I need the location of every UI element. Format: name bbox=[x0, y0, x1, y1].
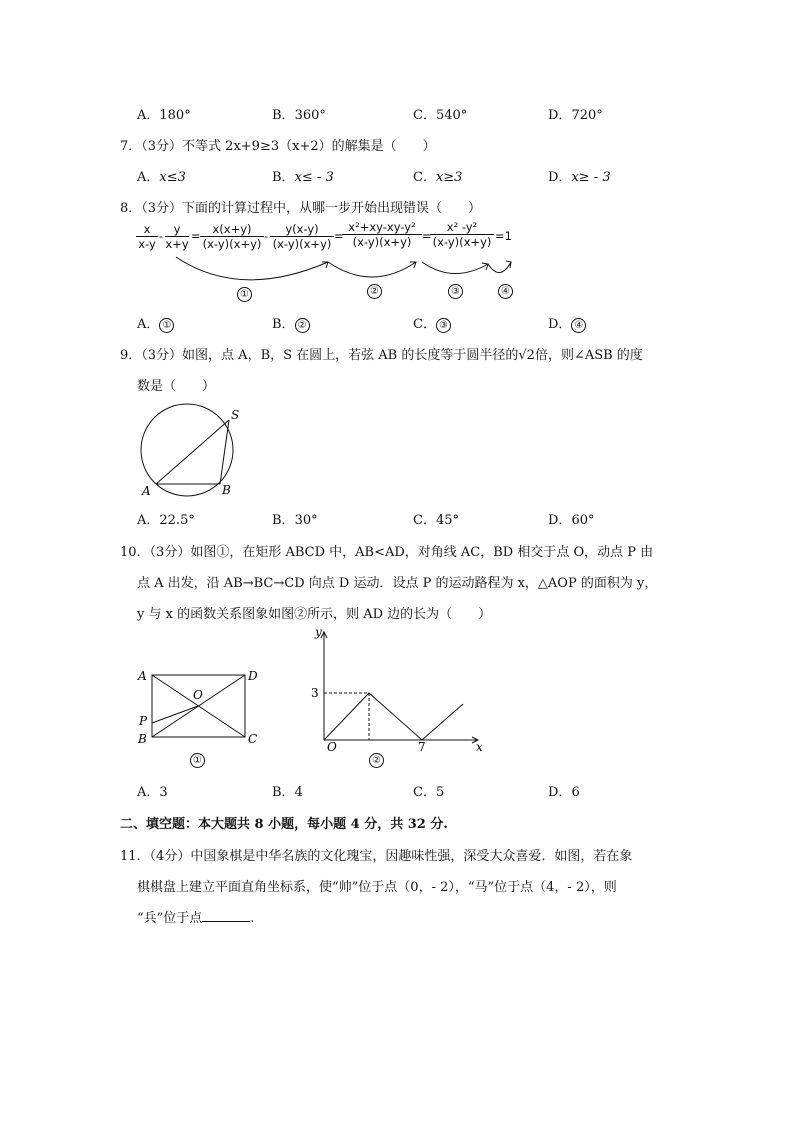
answer-blank[interactable] bbox=[202, 911, 250, 922]
option-a: A． ① bbox=[137, 313, 174, 333]
fraction-5: $\frac{\text{x²+xy-xy-y²}}{(x-y)(x+y)}$ bbox=[342, 220, 422, 249]
fraction-4: $\frac{y(x-y)}{(x-y)(x+y)}$ bbox=[270, 222, 334, 251]
label-p: P bbox=[139, 714, 148, 728]
fraction-1: $\frac{x}{x-y}$ bbox=[136, 222, 158, 251]
option-d: D．60° bbox=[548, 513, 595, 528]
step-label-1: ① bbox=[237, 287, 252, 302]
q11-line1: 11．（4分）中国象棋是中华名族的文化瑰宝，因趣味性强，深受大众喜爱．如图，若在象 bbox=[120, 849, 633, 864]
figure-2-caption: ② bbox=[369, 753, 384, 768]
option-c: C．45° bbox=[413, 513, 459, 528]
q10-stem-line2: 点 A 出发，沿 AB→BC→CD 向点 D 运动．设点 P 的运动路程为 x，△AOP 的面积为 y， bbox=[137, 576, 658, 591]
label-b: B bbox=[138, 732, 147, 746]
option-c: C．x≥3 bbox=[413, 170, 463, 185]
option-b: B．360° bbox=[272, 108, 326, 123]
option-d: D．6 bbox=[548, 785, 580, 800]
option-a: A．x≤3 bbox=[137, 170, 186, 185]
q11-line2: 棋棋盘上建立平面直角坐标系，使“帅”位于点（0，- 2），“马”位于点（4，- 2），则 bbox=[137, 880, 617, 895]
equals-sign: = bbox=[334, 229, 344, 243]
step-label-2: ② bbox=[367, 284, 382, 299]
label-o: O bbox=[193, 688, 203, 702]
section-title: 二、填空题：本大题共 8 小题，每小题 4 分，共 32 分. bbox=[120, 817, 448, 832]
label-a: A bbox=[138, 669, 147, 683]
option-d: D．720° bbox=[548, 108, 603, 123]
option-a: A．3 bbox=[137, 785, 168, 800]
option-c: C．540° bbox=[413, 108, 468, 123]
origin-label: O bbox=[327, 740, 337, 752]
label-a: A bbox=[142, 484, 151, 498]
q9-circle-figure bbox=[128, 403, 258, 503]
fraction-6: $\frac{\text{x² -y²}}{(x-y)(x+y)}$ bbox=[430, 220, 494, 249]
q10-graph-figure bbox=[300, 622, 490, 752]
minus-sign: - bbox=[159, 229, 164, 243]
step-label-3: ③ bbox=[448, 284, 463, 299]
label-b: B bbox=[222, 483, 231, 497]
option-a: A．180° bbox=[137, 108, 191, 123]
option-d: D． ④ bbox=[548, 313, 586, 333]
label-c: C bbox=[248, 732, 258, 746]
result: =1 bbox=[495, 229, 512, 243]
option-c: C． ③ bbox=[413, 313, 451, 333]
minus-sign: - bbox=[264, 229, 269, 243]
q8-stem: 8．（3分）下面的计算过程中，从哪一步开始出现错误（ ） bbox=[120, 201, 482, 216]
q10-stem-line1: 10．（3分）如图①，在矩形 ABCD 中，AB<AD，对角线 AC，BD 相交于点 O，动点 P 由 bbox=[120, 545, 654, 560]
step-label-4: ④ bbox=[498, 284, 513, 299]
q7-stem: 7．（3分）不等式 2x+9≥3（x+2）的解集是（ ） bbox=[120, 139, 436, 154]
option-b: B．30° bbox=[272, 513, 318, 528]
equals-sign: = bbox=[422, 229, 432, 243]
q11-line3: “兵”位于点 . bbox=[137, 911, 255, 926]
label-s: S bbox=[231, 408, 240, 422]
fraction-2: $\frac{y}{x+y}$ bbox=[165, 222, 189, 251]
label-d: D bbox=[248, 669, 258, 683]
tick-label-3: 3 bbox=[311, 686, 319, 700]
equals-sign: = bbox=[191, 229, 201, 243]
q10-stem-line3: y 与 x 的函数关系图象如图②所示，则 AD 边的长为（ ） bbox=[137, 607, 492, 622]
option-b: B． ② bbox=[272, 313, 310, 333]
tick-label-7: 7 bbox=[418, 740, 426, 752]
sqrt-two: √2 bbox=[518, 348, 535, 363]
option-b: B．4 bbox=[272, 785, 303, 800]
q9-stem-line2: 数是（ ） bbox=[137, 379, 216, 394]
option-b: B．x≤ - 3 bbox=[272, 170, 334, 185]
option-c: C．5 bbox=[413, 785, 445, 800]
fraction-3: $\frac{x(x+y)}{(x-y)(x+y)}$ bbox=[200, 222, 264, 251]
option-d: D．x≥ - 3 bbox=[548, 170, 611, 185]
axis-x-label: x bbox=[476, 740, 483, 752]
option-a: A．22.5° bbox=[137, 513, 195, 528]
figure-1-caption: ① bbox=[190, 753, 205, 768]
step-arrows bbox=[130, 252, 530, 287]
axis-y-label: y bbox=[315, 625, 322, 639]
q9-stem-line1: 9．（3分）如图，点 A，B，S 在圆上，若弦 AB 的长度等于圆半径的√2倍，则∠ASB 的度 bbox=[120, 348, 643, 363]
